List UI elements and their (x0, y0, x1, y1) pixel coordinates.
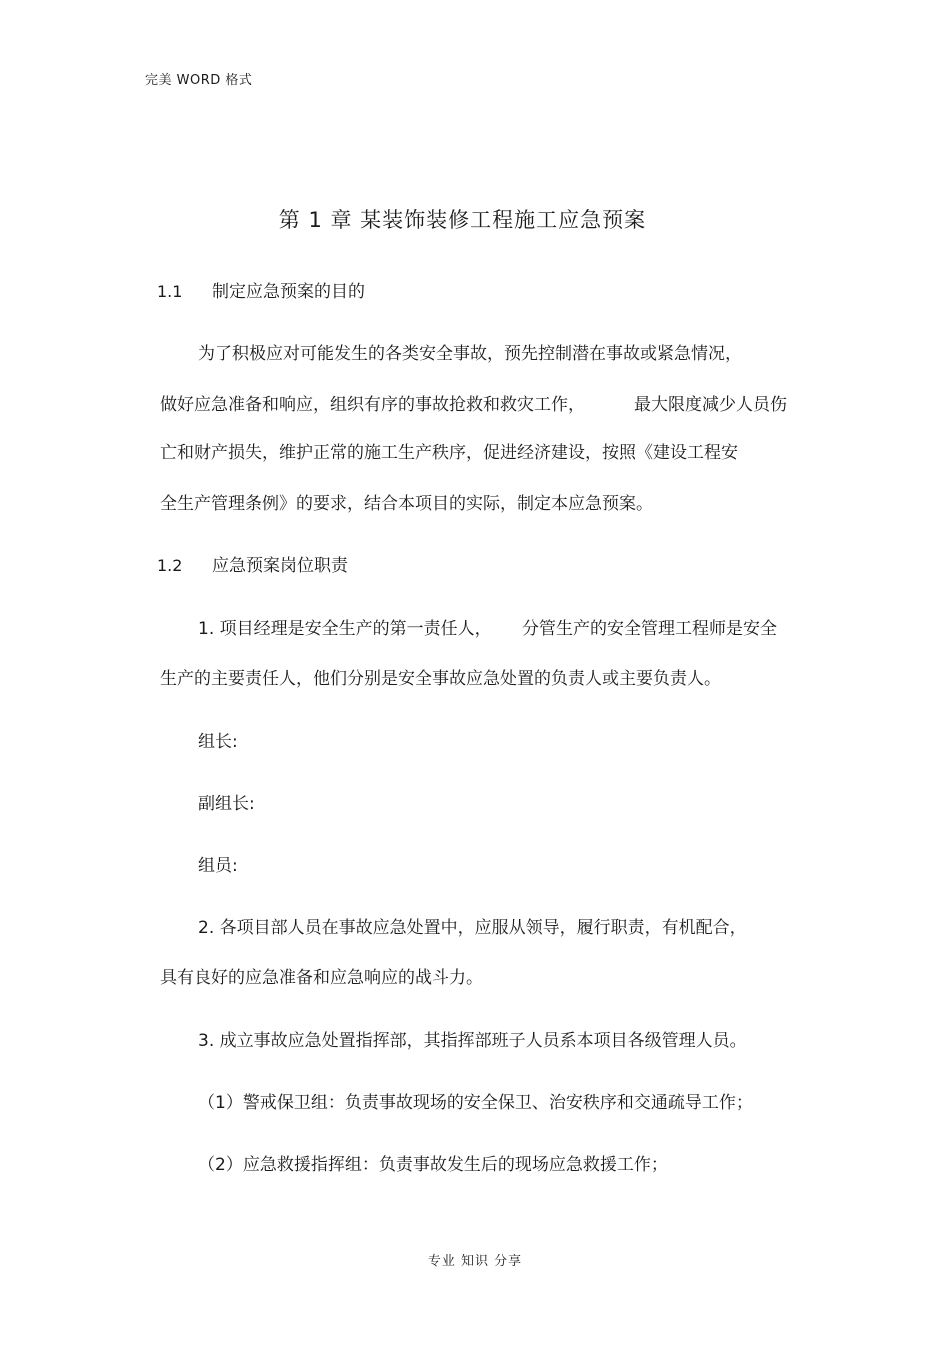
paragraph-line: 2. 各项目部人员在事故应急处置中，应服从领导，履行职责，有机配合， (198, 918, 747, 938)
paragraph-line: 为了积极应对可能发生的各类安全事故，预先控制潜在事故或紧急情况， (198, 344, 742, 364)
paragraph-line: 亡和财产损失，维护正常的施工生产秩序，促进经济建设，按照《建设工程安 (160, 443, 738, 463)
paragraph-line: 1. 项目经理是安全生产的第一责任人， (198, 619, 492, 639)
section-number: 1.1 (157, 282, 183, 301)
section-title: 制定应急预案的目的 (212, 282, 365, 302)
chapter-title: 第 1 章 某装饰装修工程施工应急预案 (278, 208, 647, 232)
page-footer: 专业 知识 分享 (427, 1254, 523, 1269)
page-header: 完美 WORD 格式 (145, 73, 253, 88)
paragraph-line: 做好应急准备和响应，组织有序的事故抢救和救灾工作， (160, 395, 585, 415)
section-title: 应急预案岗位职责 (212, 556, 348, 576)
list-item: （2）应急救援指挥组：负责事故发生后的现场应急救援工作； (198, 1155, 668, 1175)
paragraph-line: 3. 成立事故应急处置指挥部，其指挥部班子人员系本项目各级管理人员。 (198, 1031, 747, 1051)
paragraph-line: 全生产管理条例》的要求，结合本项目的实际，制定本应急预案。 (160, 494, 653, 514)
role-deputy: 副组长: (198, 794, 255, 814)
list-item: （1）警戒保卫组：负责事故现场的安全保卫、治安秩序和交通疏导工作； (198, 1093, 753, 1113)
paragraph-line: 具有良好的应急准备和应急响应的战斗力。 (160, 968, 483, 988)
paragraph-line: 生产的主要责任人，他们分别是安全事故应急处置的负责人或主要负责人。 (160, 669, 721, 689)
section-number: 1.2 (157, 556, 183, 575)
paragraph-line: 最大限度减少人员伤 (634, 395, 787, 415)
paragraph-line: 分管生产的安全管理工程师是安全 (522, 619, 777, 639)
role-member: 组员: (198, 856, 238, 876)
role-leader: 组长: (198, 732, 238, 752)
